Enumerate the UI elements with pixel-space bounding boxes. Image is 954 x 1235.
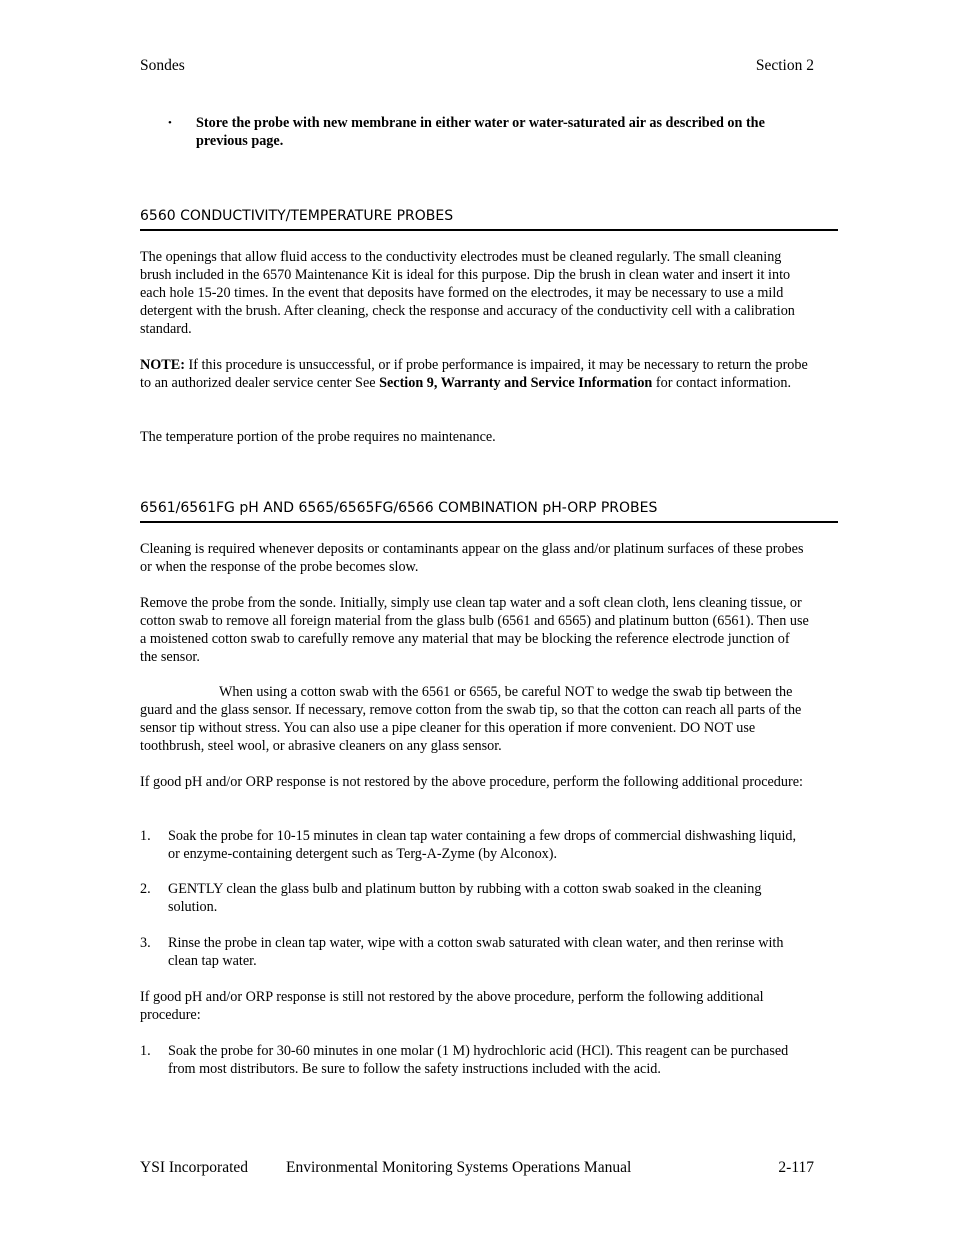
caution-paragraph xyxy=(140,683,810,755)
paragraph-remove-probe: Remove the probe from the sonde. Initially, simply use clean tap water and a soft clean cloth, lens cleaning tissue, or cotton swab to remove all foreign material from the glass bulb (6561 and 6565) and platinum button (6561). Then use a moistened cotton swab to carefully remove any material that may be blocking the reference electrode junction of the sensor. xyxy=(140,595,809,665)
note-text-1: If this procedure is unsuccessful, or if probe performance is impaired, it may be necessary to return the probe to an authorized dealer service center See xyxy=(140,357,808,391)
footer-page-number: 2-117 xyxy=(778,1159,814,1176)
section-heading-conductivity: 6560 CONDUCTIVITY/TEMPERATURE PROBES xyxy=(140,207,838,231)
note-paragraph xyxy=(140,356,810,392)
step-number: 3. xyxy=(140,935,151,951)
step-number: 1. xyxy=(140,1043,151,1059)
step-number: 1. xyxy=(140,828,151,844)
step-text: GENTLY clean the glass bulb and platinum button by rubbing with a cotton swab soaked in the cleaning solution. xyxy=(168,881,762,915)
footer-manual-title: Environmental Monitoring Systems Operations Manual xyxy=(286,1159,632,1176)
step-text: Soak the probe for 30-60 minutes in one molar (1 M) hydrochloric acid (HCl). This reagent can be purchased from most distributors. Be sure to follow the safety instructions included with the acid. xyxy=(168,1043,789,1077)
paragraph-temperature: The temperature portion of the probe requires no maintenance. xyxy=(140,429,496,445)
step-number: 2. xyxy=(140,881,151,897)
paragraph-cleaning-openings: The openings that allow fluid access to the conductivity electrodes must be cleaned regularly. The small cleaning brush included in the 6570 Maintenance Kit is ideal for this purpose. Dip the brush in clean water and insert it into each hole 15-20 times. In the event that deposits have formed on the electrodes, it may be necessary to use a mild detergent with the brush. After cleaning, check the response and accuracy of the conductivity cell with a calibration standard. xyxy=(140,249,795,337)
footer-company: YSI Incorporated xyxy=(140,1159,249,1176)
header-right: Section 2 xyxy=(755,57,814,74)
section-heading-ph-orp: 6561/6561FG pH AND 6565/6565FG/6566 COMBINATION pH-ORP PROBES xyxy=(140,499,838,523)
step-text: Soak the probe for 10-15 minutes in clean tap water containing a few drops of commercial dishwashing liquid, or enzyme-containing detergent such as Terg-A-Zyme (by Alconox). xyxy=(168,828,797,862)
note-text-2: for contact information. xyxy=(652,375,792,391)
bullet-icon: • xyxy=(168,117,172,129)
header-left: Sondes xyxy=(140,57,185,74)
step-text: Rinse the probe in clean tap water, wipe with a cotton swab saturated with clean water, and then rerinse with clean tap water. xyxy=(168,935,784,969)
note-label: NOTE: xyxy=(140,357,185,373)
caution-text: When using a cotton swab with the 6561 or 6565, be careful NOT to wedge the swab tip between the guard and the glass sensor. If necessary, remove cotton from the swab tip, so that the cotton can reach all parts of the sensor tip without stress. You can also use a pipe cleaner for this operation if more convenient. DO NOT use toothbrush, steel wool, or abrasive cleaners on any glass sensor. xyxy=(140,684,802,754)
paragraph-additional-procedure: If good pH and/or ORP response is not restored by the above procedure, perform the following additional procedure: xyxy=(140,774,803,790)
paragraph-cleaning-required: Cleaning is required whenever deposits or contaminants appear on the glass and/or platinum surfaces of these probes or when the response of the probe becomes slow. xyxy=(140,541,804,575)
paragraph-still-not-restored: If good pH and/or ORP response is still not restored by the above procedure, perform the following additional procedure: xyxy=(140,989,764,1023)
bullet-text: Store the probe with new membrane in either water or water-saturated air as described on the previous page. xyxy=(196,115,765,149)
note-bold-reference: Section 9, Warranty and Service Information xyxy=(379,375,653,391)
